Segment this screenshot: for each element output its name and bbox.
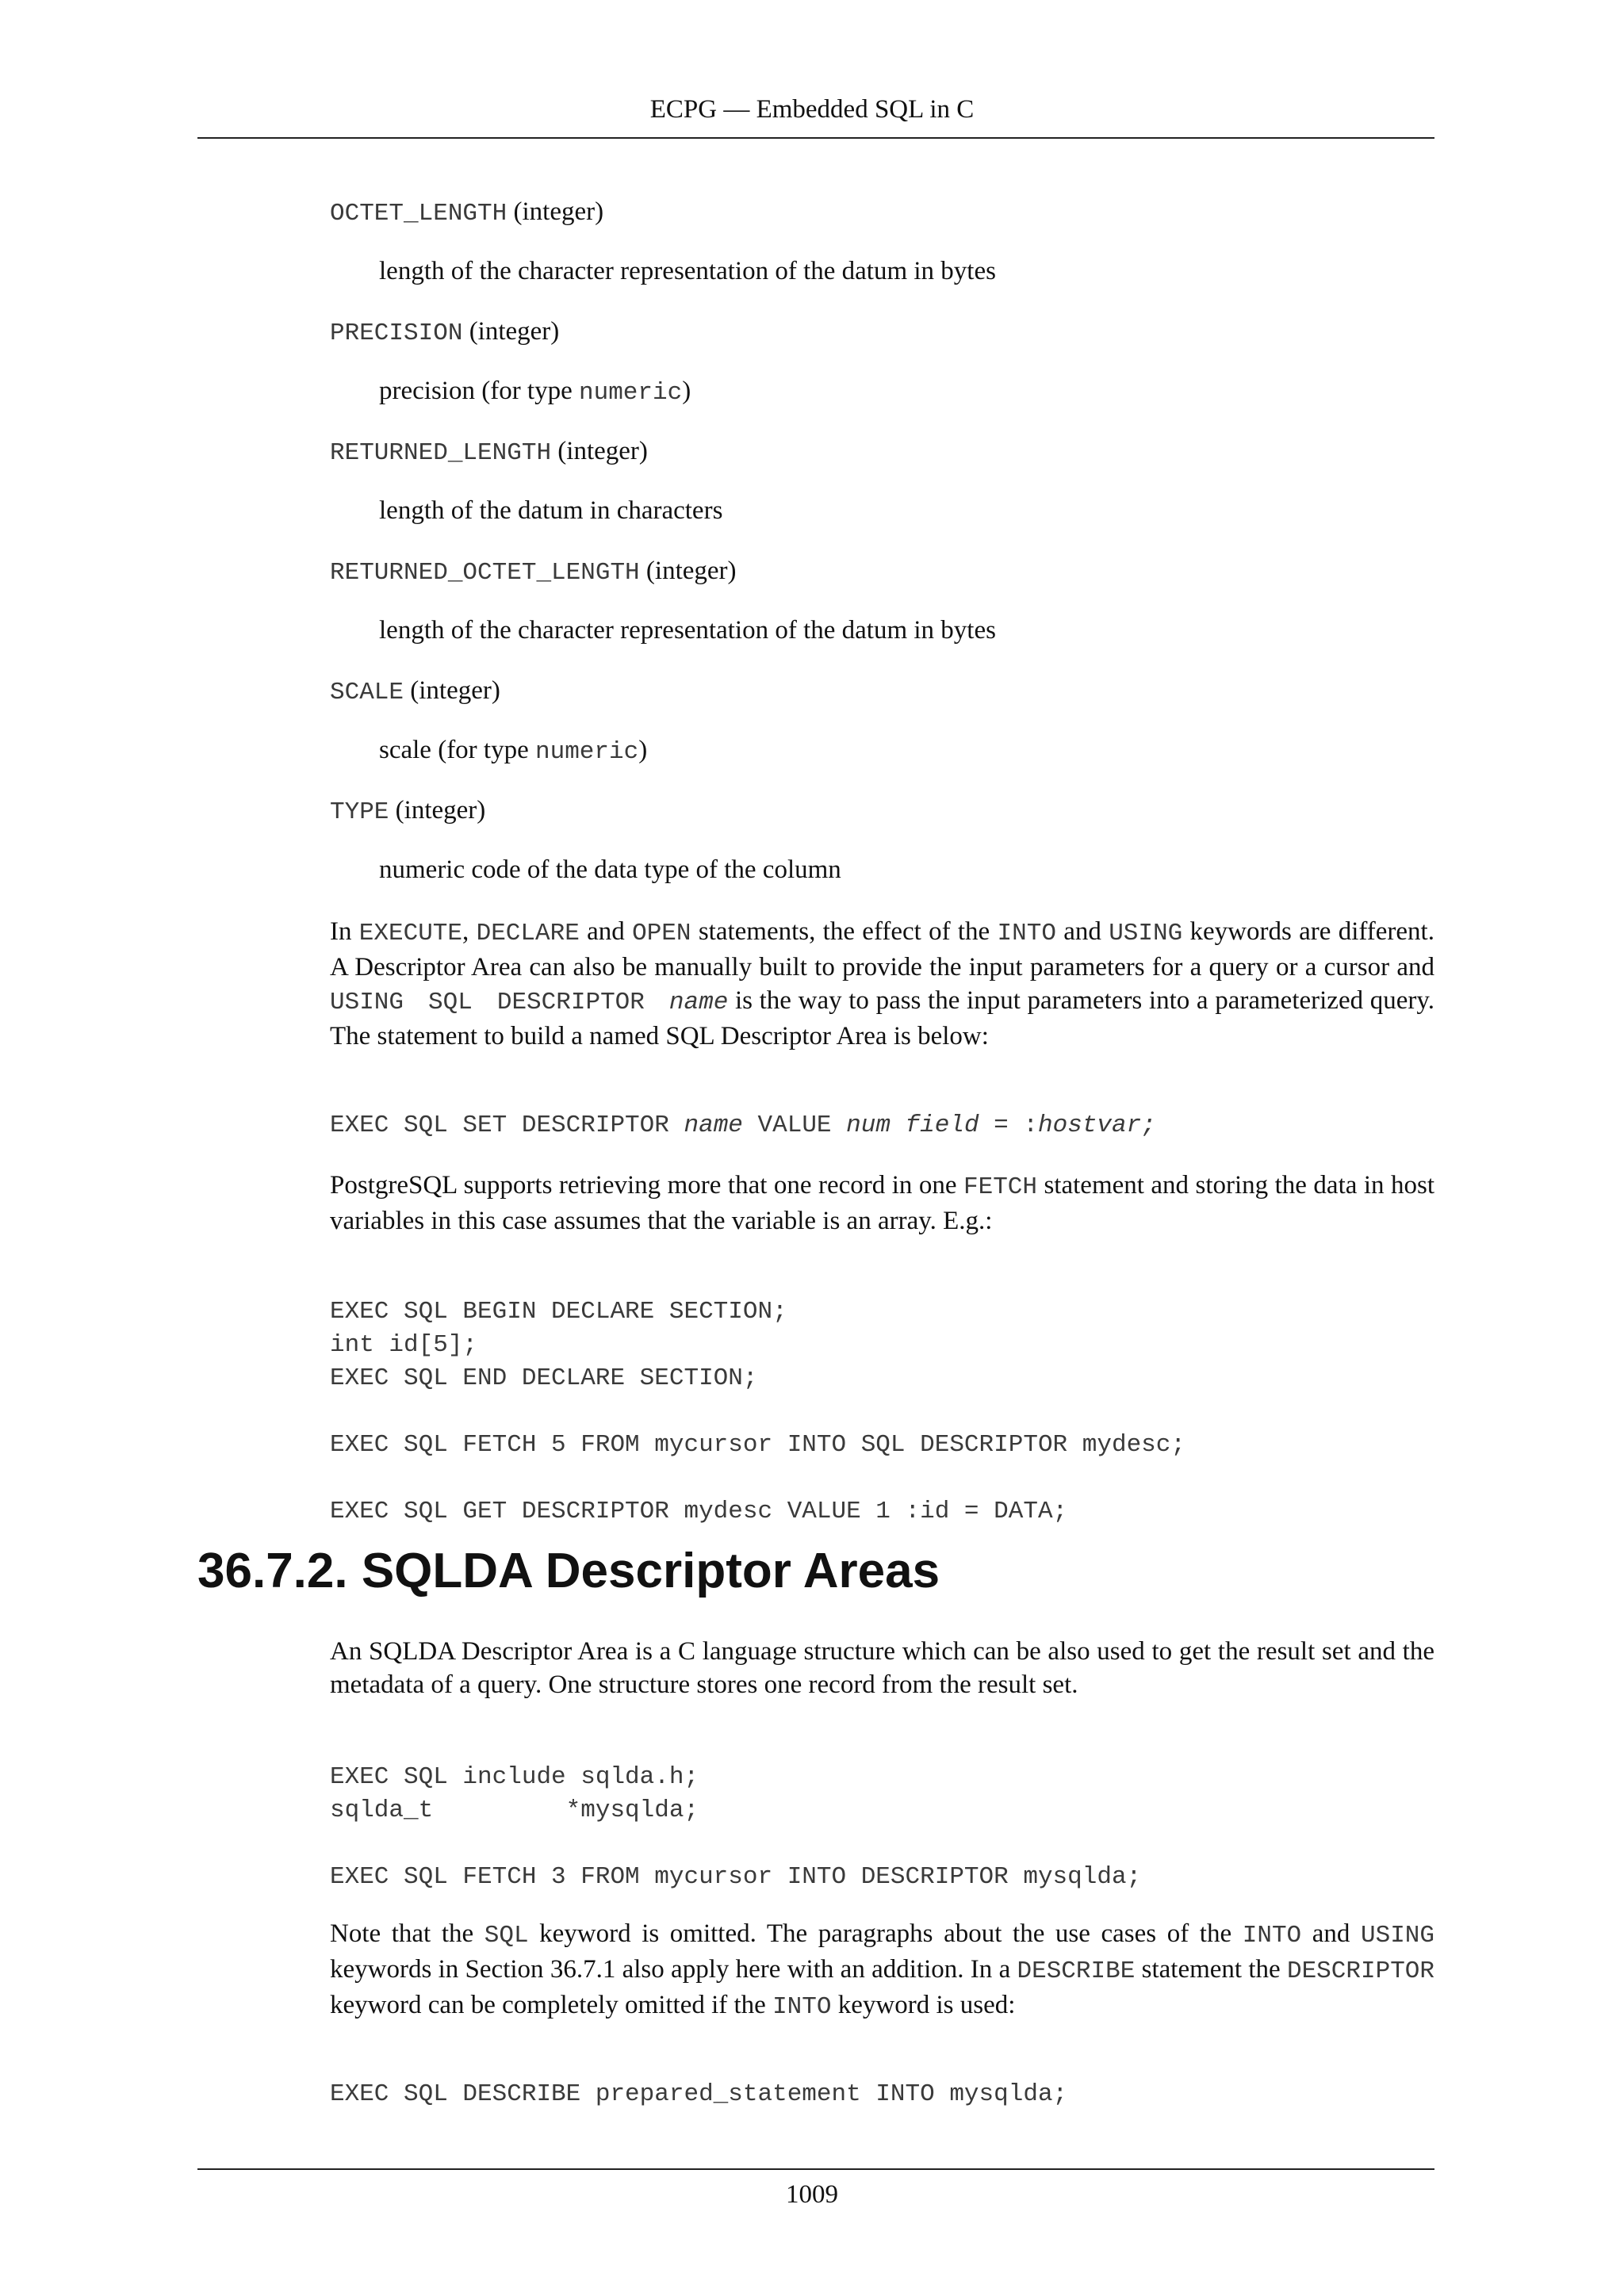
term-returned-octet-length [330,554,737,590]
code-describe: EXEC SQL DESCRIBE prepared_statement INTO mysqlda; [330,2080,1068,2108]
desc-text: numeric code of the data type of the column [379,855,841,884]
term-precision [330,315,559,350]
desc-code: numeric [535,738,639,766]
desc-text: length of the datum in characters [379,496,723,525]
code-sqlda-fetch: EXEC SQL include sqlda.h; sqlda_t *mysqlda; EXEC SQL FETCH 3 FROM mycursor INTO DESCRIPTOR mysqlda; [330,1763,1142,1891]
page-number: 1009 [786,2180,838,2209]
desc-scale [379,733,647,769]
term-returned-length [330,434,648,470]
term-name: PRECISION [330,320,463,347]
paragraph-sqlda-intro: An SQLDA Descriptor Area is a C language structure which can be also used to get the result set and the metadata of a query. One structure stores one record from the result set. [330,1637,1434,1699]
footer-rule [197,2168,1434,2170]
desc-end: ) [682,377,691,405]
desc-code: numeric [579,379,683,407]
desc-text: scale (for type [379,736,535,764]
desc-end: ) [638,736,648,764]
paragraph-sql-keyword-omitted: Note that the SQL keyword is omitted. The paragraphs about the use cases of the INTO and USING keywords in Section 36.7.1 also apply here with an addition. In a DESCRIBE statement the DESCRIPTOR keyword can be completely omitted if the INTO keyword is used: [330,1919,1435,2021]
desc-text: length of the character representation of the datum in bytes [379,257,996,285]
code-fetch-into-descriptor: EXEC SQL BEGIN DECLARE SECTION; int id[5]; EXEC SQL END DECLARE SECTION; EXEC SQL FETCH 5 FROM mycursor INTO SQL DESCRIPTOR mydesc; EXEC SQL GET DESCRIPTOR mydesc VALUE 1 :id = DATA; [330,1298,1185,1525]
desc-octet-length [379,254,996,288]
term-name: RETURNED_LENGTH [330,439,552,467]
running-header: ECPG — Embedded SQL in C [649,95,975,124]
paragraph-descriptor-usage: In EXECUTE, DECLARE and OPEN statements, the effect of the INTO and USING keywords are different. A Descriptor Area can also be manually built to provide the input parameters for a query or a cursor and USING SQL DESCRIPTOR name is the way to pass the input parameters into a parameterized query. The statement to build a named SQL Descriptor Area is below: [330,917,1434,1050]
desc-returned-octet-length [379,614,996,647]
term-type [330,794,485,829]
desc-returned-length [379,494,722,527]
term-octet-length [330,195,603,231]
term-name: SCALE [330,679,404,706]
desc-type [379,853,841,886]
term-type: (integer) [404,676,500,705]
term-type: (integer) [389,796,486,825]
term-name: OCTET_LENGTH [330,200,508,228]
term-type: (integer) [462,317,560,346]
desc-precision [379,374,691,410]
term-type: (integer) [639,557,737,585]
term-scale [330,674,500,710]
header-rule [197,137,1434,139]
term-type: (integer) [551,437,648,465]
section-heading: 36.7.2. SQLDA Descriptor Areas [197,1544,940,1598]
paragraph-fetch-array: PostgreSQL supports retrieving more that one record in one FETCH statement and storing the data in host variables in this case assumes that the variable is an array. E.g.: [330,1171,1435,1235]
term-name: RETURNED_OCTET_LENGTH [330,559,640,587]
code-set-descriptor: EXEC SQL SET DESCRIPTOR name VALUE num field = :hostvar; [330,1112,1156,1139]
desc-text: length of the character representation of the datum in bytes [379,616,996,645]
desc-text: precision (for type [379,377,579,405]
term-name: TYPE [330,798,389,826]
term-type: (integer) [507,197,604,226]
